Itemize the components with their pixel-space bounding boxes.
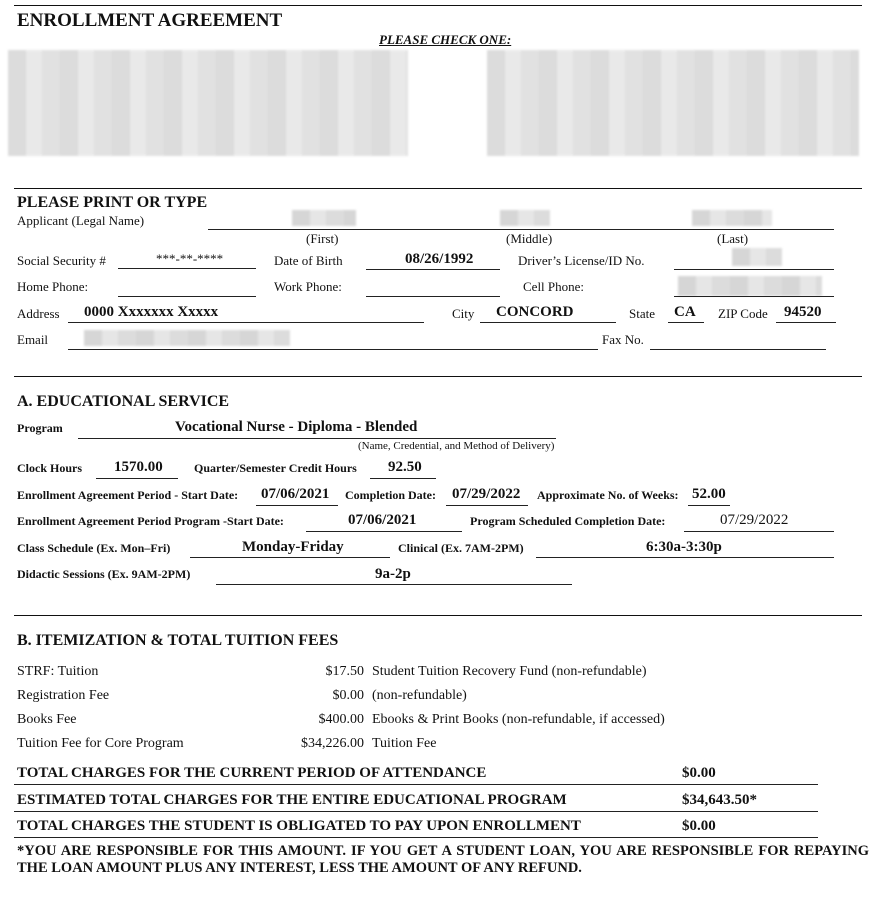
credit-hours-value[interactable]: 92.50 xyxy=(388,459,422,475)
total-label: ESTIMATED TOTAL CHARGES FOR THE ENTIRE EDUCATIONAL PROGRAM xyxy=(17,792,567,808)
class-schedule-label: Class Schedule (Ex. Mon–Fri) xyxy=(17,541,171,555)
total-label: TOTAL CHARGES FOR THE CURRENT PERIOD OF ATTENDANCE xyxy=(17,765,487,781)
educational-section-title: A. EDUCATIONAL SERVICE xyxy=(17,393,230,410)
credit-hours-label: Quarter/Semester Credit Hours xyxy=(194,461,357,475)
didactic-value[interactable]: 9a-2p xyxy=(375,566,411,582)
document-title: ENROLLMENT AGREEMENT xyxy=(17,10,283,31)
total-amount: $0.00 xyxy=(682,818,716,834)
didactic-label: Didactic Sessions (Ex. 9AM-2PM) xyxy=(17,567,191,581)
redacted-first-name xyxy=(292,210,356,226)
check-one-heading: PLEASE CHECK ONE: xyxy=(379,32,512,47)
program-completion-label: Program Scheduled Completion Date: xyxy=(470,514,666,528)
program-start-label: Enrollment Agreement Period Program -Start Date: xyxy=(17,514,284,528)
fee-description: Ebooks & Print Books (non-refundable, if accessed) xyxy=(372,712,665,727)
redacted-cell-phone xyxy=(678,276,822,296)
cell-phone-label: Cell Phone: xyxy=(523,279,585,294)
period-start-value[interactable]: 07/06/2021 xyxy=(261,486,330,502)
fax-label: Fax No. xyxy=(602,332,644,347)
ssn-value[interactable]: ***-**-**** xyxy=(156,251,224,266)
middle-caption: (Middle) xyxy=(506,231,553,246)
fee-amount: $34,226.00 xyxy=(301,736,364,751)
fee-amount: $400.00 xyxy=(318,712,364,727)
redacted-middle-name xyxy=(500,210,550,226)
redacted-email xyxy=(84,330,290,346)
program-start-value[interactable]: 07/06/2021 xyxy=(348,512,417,528)
ssn-label: Social Security # xyxy=(17,253,106,268)
completion-label: Completion Date: xyxy=(345,488,436,502)
clock-hours-value[interactable]: 1570.00 xyxy=(114,459,163,475)
name-underline xyxy=(208,229,834,230)
weeks-label: Approximate No. of Weeks: xyxy=(537,488,679,502)
state-label: State xyxy=(629,306,655,321)
program-value[interactable]: Vocational Nurse - Diploma - Blended xyxy=(175,419,418,435)
applicant-section-title: PLEASE PRINT OR TYPE xyxy=(17,194,208,211)
clock-hours-label: Clock Hours xyxy=(17,461,83,475)
fee-description: (non-refundable) xyxy=(372,688,467,703)
applicant-name-label: Applicant (Legal Name) xyxy=(17,213,145,228)
home-phone-label: Home Phone: xyxy=(17,279,89,294)
responsibility-note: *YOU ARE RESPONSIBLE FOR THIS AMOUNT. IF YOU GET A STUDENT LOAN, YOU ARE RESPONSIBLE FOR REPAYING THE LOAN AMOUNT PLUS ANY INTEREST, LESS THE AMOUNT OF ANY REFUND. xyxy=(17,843,869,876)
redacted-last-name xyxy=(692,210,772,226)
fee-description: Tuition Fee xyxy=(372,736,437,751)
class-schedule-value[interactable]: Monday-Friday xyxy=(242,539,344,555)
state-value[interactable]: CA xyxy=(674,304,696,320)
total-label: TOTAL CHARGES THE STUDENT IS OBLIGATED TO PAY UPON ENROLLMENT xyxy=(17,818,581,834)
last-caption: (Last) xyxy=(717,231,749,246)
work-phone-label: Work Phone: xyxy=(274,279,342,294)
email-label: Email xyxy=(17,332,49,347)
license-label: Driver’s License/ID No. xyxy=(518,253,645,268)
dob-value[interactable]: 08/26/1992 xyxy=(405,251,474,267)
fee-label: Registration Fee xyxy=(17,688,110,703)
address-value[interactable]: 0000 Xxxxxxx Xxxxx xyxy=(84,304,219,320)
first-caption: (First) xyxy=(306,231,339,246)
address-label: Address xyxy=(17,306,60,321)
total-amount: $34,643.50* xyxy=(682,792,757,808)
fee-label: STRF: Tuition xyxy=(17,664,99,679)
fee-label: Tuition Fee for Core Program xyxy=(17,736,184,751)
zip-value[interactable]: 94520 xyxy=(784,304,822,320)
weeks-value[interactable]: 52.00 xyxy=(692,486,726,502)
completion-value[interactable]: 07/29/2022 xyxy=(452,486,521,502)
program-label: Program xyxy=(17,421,63,435)
fee-label: Books Fee xyxy=(17,712,77,727)
fees-section-title: B. ITEMIZATION & TOTAL TUITION FEES xyxy=(17,632,339,649)
zip-label: ZIP Code xyxy=(718,306,768,321)
dob-label: Date of Birth xyxy=(274,253,343,268)
clinical-value[interactable]: 6:30a-3:30p xyxy=(646,539,722,555)
redacted-option-right xyxy=(487,50,859,156)
program-caption: (Name, Credential, and Method of Delivery) xyxy=(358,440,555,452)
redacted-option-left xyxy=(8,50,408,156)
redacted-license xyxy=(732,248,782,266)
period-start-label: Enrollment Agreement Period - Start Date: xyxy=(17,488,239,502)
fee-amount: $0.00 xyxy=(332,688,364,703)
fee-description: Student Tuition Recovery Fund (non-refundable) xyxy=(372,664,647,679)
city-label: City xyxy=(452,306,475,321)
city-value[interactable]: CONCORD xyxy=(496,304,574,320)
clinical-label: Clinical (Ex. 7AM-2PM) xyxy=(398,541,524,555)
total-amount: $0.00 xyxy=(682,765,716,781)
fee-amount: $17.50 xyxy=(325,664,364,679)
program-completion-value[interactable]: 07/29/2022 xyxy=(720,512,789,528)
